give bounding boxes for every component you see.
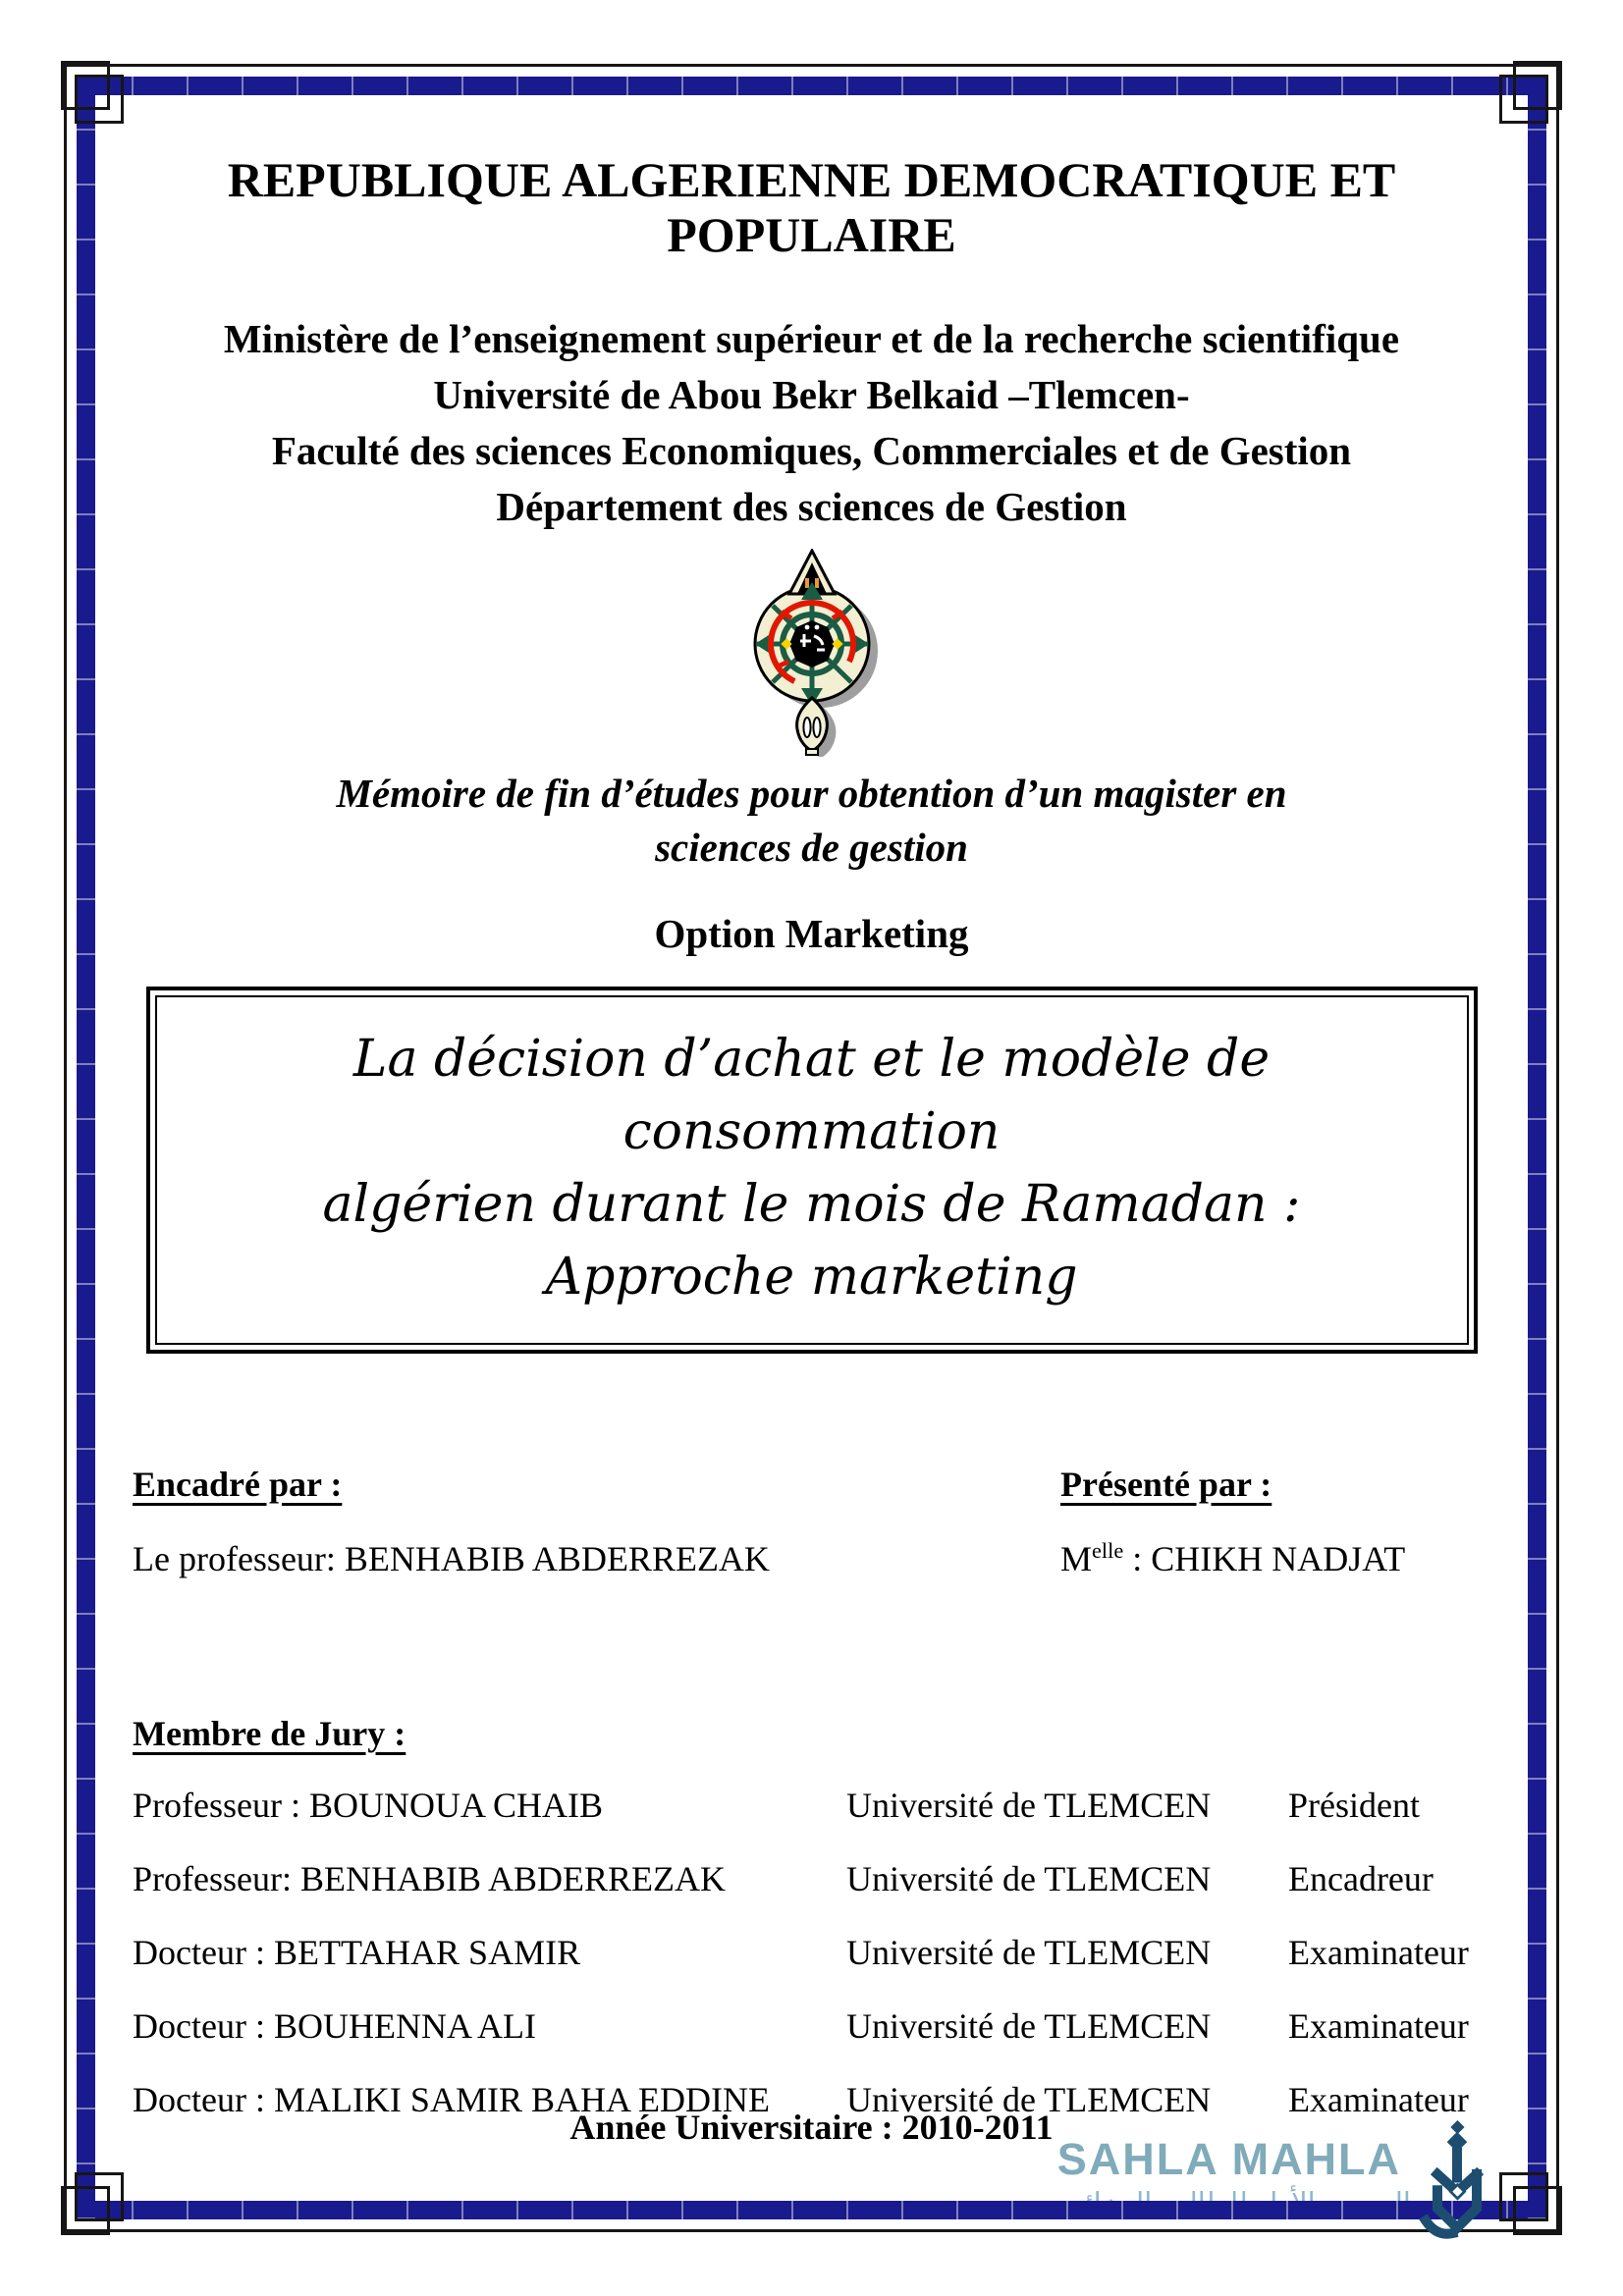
jury-member-university: Université de TLEMCEN	[846, 1786, 1212, 1825]
department-line: Département des sciences de Gestion	[496, 484, 1127, 529]
border-band-left	[77, 77, 95, 2219]
jury-member-role: Examinateur	[1288, 2080, 1469, 2119]
jury-member-name: Professeur : BOUNOUA CHAIB	[133, 1786, 603, 1825]
jury-row	[133, 2003, 1490, 2049]
thesis-title-line-3: Approche marketing	[545, 1248, 1078, 1307]
ministry-line: Ministère de l’enseignement supérieur et de la recherche scientifique	[223, 316, 1400, 361]
jury-member-university: Université de TLEMCEN	[846, 1933, 1212, 1972]
corner-square-icon	[1499, 2172, 1548, 2221]
university-line: Université de Abou Bekr Belkaid –Tlemcen-	[433, 372, 1190, 417]
jury-member-name: Docteur : MALIKI SAMIR BAHA EDDINE	[133, 2080, 770, 2119]
thesis-title-line-2: algérien durant le mois de Ramadan :	[322, 1175, 1301, 1234]
supervisor-heading: Encadré par :	[133, 1465, 343, 1504]
jury-member-role: Examinateur	[1288, 2006, 1469, 2046]
border-band-bottom	[77, 2201, 1546, 2219]
degree-statement	[95, 767, 1528, 875]
supervisor-column	[133, 1464, 1060, 1579]
jury-member-university: Université de TLEMCEN	[846, 1859, 1212, 1898]
jury-member-name: Docteur : BOUHENNA ALI	[133, 2006, 536, 2046]
jury-row	[133, 1930, 1490, 1975]
jury-member-role: Encadreur	[1288, 1859, 1434, 1898]
degree-line-2: sciences de gestion	[655, 825, 968, 870]
watermark-brand-text: SAHLA MAHLA	[1056, 2134, 1402, 2184]
author-name	[1060, 1538, 1490, 1579]
university-emblem-icon	[729, 549, 895, 757]
author-column	[1060, 1464, 1490, 1579]
jury-member-name: Docteur : BETTAHAR SAMIR	[133, 1933, 581, 1972]
jury-row	[133, 1783, 1490, 1828]
border-band-right	[1528, 77, 1546, 2219]
thesis-title-inner-frame	[155, 995, 1469, 1345]
page-content	[95, 95, 1528, 2201]
jury-section	[95, 1713, 1528, 2122]
academic-year-line: Année Universitaire : 2010-2011	[569, 2108, 1054, 2147]
supervision-section	[95, 1464, 1528, 1579]
jury-member-name: Professeur: BENHABIB ABDERREZAK	[133, 1859, 726, 1898]
corner-square-icon	[75, 2172, 124, 2221]
corner-square-icon	[75, 75, 124, 124]
border-band-top	[77, 77, 1546, 95]
jury-heading: Membre de Jury :	[133, 1714, 406, 1753]
jury-member-university: Université de TLEMCEN	[846, 2006, 1212, 2046]
jury-member-role: Examinateur	[1288, 1933, 1469, 1972]
sahla-mahla-logo-icon	[1417, 2120, 1497, 2251]
republic-title: REPUBLIQUE ALGERIENNE DEMOCRATIQUE ET POPULAIRE	[227, 152, 1396, 262]
supervisor-name: Le professeur: BENHABIB ABDERREZAK	[133, 1539, 770, 1578]
author-title-base: M	[1060, 1539, 1093, 1578]
corner-square-icon	[1499, 75, 1548, 124]
option-line: Option Marketing	[654, 911, 969, 956]
author-title-superscript: elle	[1092, 1538, 1124, 1563]
thesis-title-box	[146, 987, 1478, 1354]
author-name-text: : CHIKH NADJAT	[1123, 1539, 1406, 1578]
degree-line-1: Mémoire de fin d’études pour obtention d’un magister en	[336, 771, 1287, 816]
jury-row	[133, 1856, 1490, 1901]
faculty-line: Faculté des sciences Economiques, Commerciales et de Gestion	[271, 428, 1352, 473]
sahla-mahla-watermark	[1048, 2136, 1497, 2251]
author-heading: Présenté par :	[1060, 1465, 1272, 1504]
thesis-title-line-1: La décision d’achat et le modèle de consommation	[352, 1030, 1271, 1161]
jury-member-role: Président	[1288, 1786, 1420, 1825]
jury-member-university: Université de TLEMCEN	[846, 2080, 1212, 2119]
